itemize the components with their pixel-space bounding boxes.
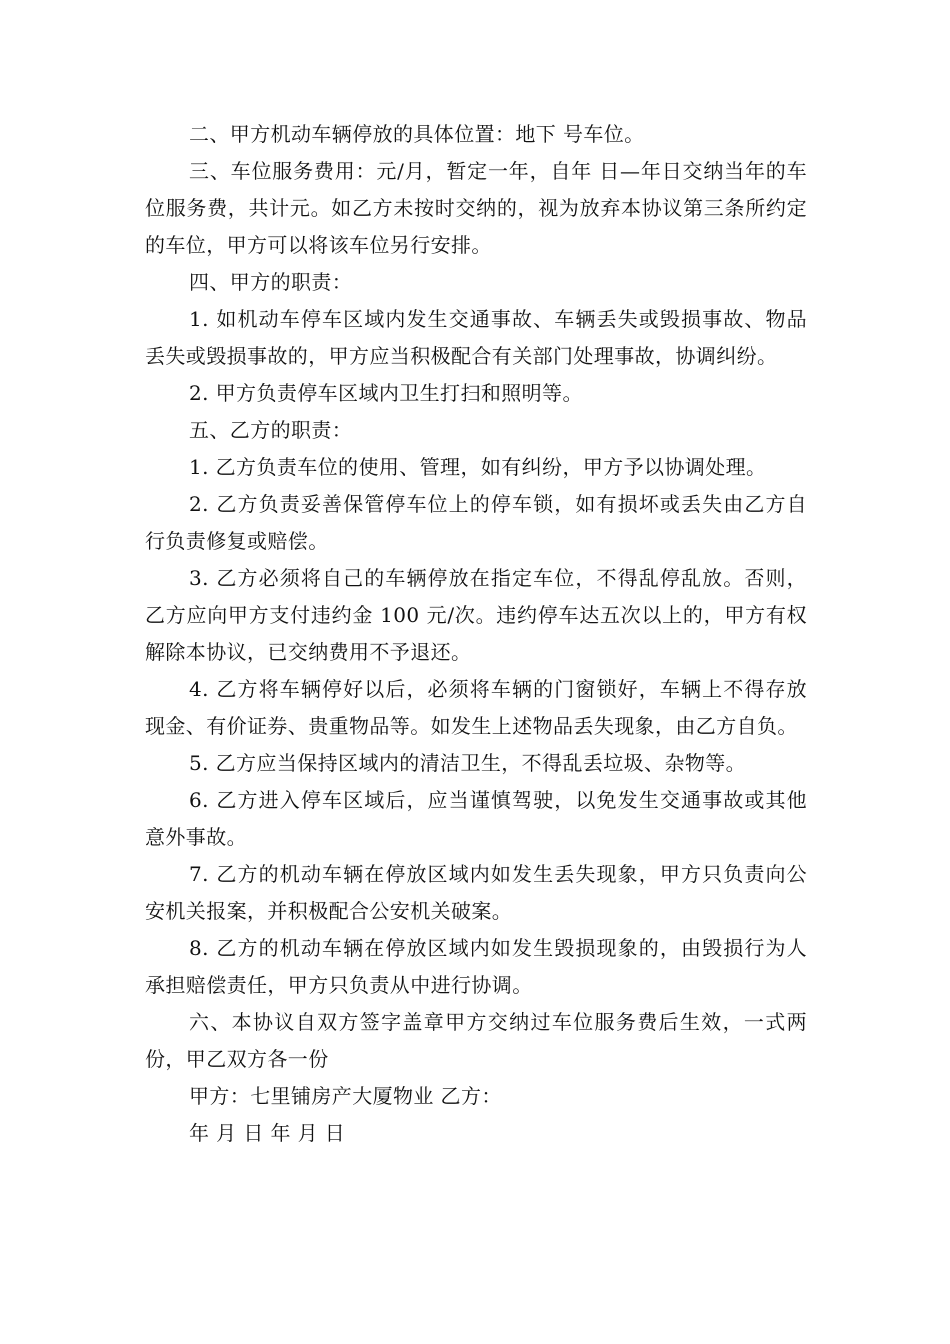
clause-3-fees: 三、车位服务费用：元/月，暂定一年，自年 日—年日交纳当年的车位服务费，共计元。如乙方未按时交纳的，视为放弃本协议第三条所约定的车位，甲方可以将该车位另行安排。	[145, 159, 807, 257]
party-b-duty-8: 8. 乙方的机动车辆在停放区域内如发生毁损现象的，由毁损行为人承担赔偿责任，甲方只负责从中进行协调。	[145, 936, 807, 997]
party-b-duty-3: 3. 乙方必须将自己的车辆停放在指定车位，不得乱停乱放。否则，乙方应向甲方支付违约金 100 元/次。违约停车达五次以上的，甲方有权解除本协议，已交纳费用不予退还。	[145, 566, 807, 664]
party-b-duty-5: 5. 乙方应当保持区域内的清洁卫生，不得乱丢垃圾、杂物等。	[189, 751, 747, 775]
party-b-duty-4: 4. 乙方将车辆停好以后，必须将车辆的门窗锁好，车辆上不得存放现金、有价证券、贵重物品等。如发生上述物品丢失现象，由乙方自负。	[145, 677, 807, 738]
party-b-duty-7: 7. 乙方的机动车辆在停放区域内如发生丢失现象，甲方只负责向公安机关报案，并积极配合公安机关破案。	[145, 862, 807, 923]
signature-parties: 甲方：七里铺房产大厦物业 乙方：	[189, 1084, 502, 1108]
party-a-duty-2: 2. 甲方负责停车区域内卫生打扫和照明等。	[189, 381, 583, 405]
party-b-duty-1: 1. 乙方负责车位的使用、管理，如有纠纷，甲方予以协调处理。	[189, 455, 767, 479]
party-a-duty-1: 1. 如机动车停车区域内发生交通事故、车辆丢失或毁损事故、物品丢失或毁损事故的，甲方应当积极配合有关部门处理事故，协调纠纷。	[145, 307, 807, 368]
party-b-duty-2: 2. 乙方负责妥善保管停车位上的停车锁，如有损坏或丢失由乙方自行负责修复或赔偿。	[145, 492, 807, 553]
signature-dates: 年 月 日 年 月 日	[189, 1121, 346, 1145]
clause-6-effect: 六、本协议自双方签字盖章甲方交纳过车位服务费后生效，一式两份，甲乙双方各一份	[145, 1010, 807, 1071]
clause-5-heading: 五、乙方的职责：	[189, 418, 353, 442]
party-b-duty-6: 6. 乙方进入停车区域后，应当谨慎驾驶，以免发生交通事故或其他意外事故。	[145, 788, 807, 849]
document-page	[145, 116, 807, 1152]
clause-4-heading: 四、甲方的职责：	[189, 270, 353, 294]
clause-2-location: 二、甲方机动车辆停放的具体位置：地下 号车位。	[189, 122, 645, 146]
